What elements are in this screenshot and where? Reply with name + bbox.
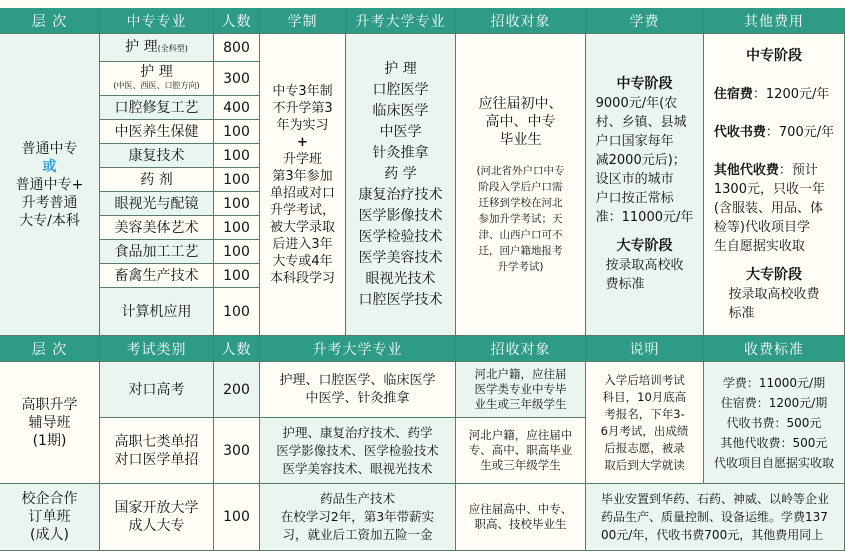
system-a: 中专3年制 不升学第3 年为实习 bbox=[272, 83, 333, 133]
order-desc-fee: 毕业安置到华药、石药、神威、以岭等企业 药品生产、质量控制、设备运维。学费137 00元/年，代收书费700元，其他费用同上 bbox=[586, 484, 845, 551]
major-count: 800 bbox=[214, 34, 260, 62]
other-line-key: 住宿费 bbox=[713, 86, 753, 102]
univ-major-item: 中医学 bbox=[379, 123, 422, 140]
major-count: 100 bbox=[214, 264, 260, 288]
major-row bbox=[100, 34, 214, 62]
univ-major-item: 药 学 bbox=[384, 165, 417, 182]
major-note: (全科型) bbox=[157, 43, 188, 53]
other-title-dazhuan: 大专阶段 bbox=[746, 266, 802, 283]
header-major: 中专专业 bbox=[100, 8, 214, 34]
target-note: (河北省外户口中专 阶段入学后户口需 迁移到学校在河北 参加升学考试；天 津、山西户口可不 迁，回户籍地报考 升学考试) bbox=[476, 164, 565, 273]
other-line-val: ：1200元/年 bbox=[752, 86, 830, 102]
header-univ-major-2: 升考大学专业 bbox=[260, 336, 456, 362]
exam-type: 对口高考 bbox=[100, 362, 214, 418]
exam-type: 高职七类单招 对口医学单招 bbox=[100, 418, 214, 484]
exam-univ-majors: 护理、口腔医学、临床医学 中医学、针灸推拿 bbox=[260, 362, 456, 418]
exam-univ-majors: 护理、康复治疗技术、药学 医学影像技术、医学检验技术 医学美容技术、眼视光技术 bbox=[260, 418, 456, 484]
top-strip bbox=[0, 0, 845, 8]
major-name: 美容美体艺术 bbox=[100, 216, 214, 240]
gaozhi-level: 高职升学 辅导班 (1期) bbox=[0, 362, 100, 484]
major-count: 100 bbox=[214, 240, 260, 264]
exam-target: 河北户籍，应往届 医学类专业中专毕 业生或三年级学生 bbox=[456, 362, 586, 418]
univ-major-item: 医学美容技术 bbox=[358, 249, 443, 266]
exam-target: 河北户籍，应往届中 专、高中、职高毕业 生或三年级学生 bbox=[456, 418, 586, 484]
univ-major-item: 医学影像技术 bbox=[358, 207, 443, 224]
major-name: 护 理 bbox=[125, 38, 158, 55]
order-univ: 药品生产技术 在校学习2年，第3年带薪实 习，就业后工资加五险一金 bbox=[260, 484, 456, 551]
univ-major-item: 医学检验技术 bbox=[358, 228, 443, 245]
header-fee-standard: 收费标准 bbox=[704, 336, 845, 362]
major-name: 眼视光与配镜 bbox=[100, 192, 214, 216]
header-level-2: 层 次 bbox=[0, 336, 100, 362]
order-count: 100 bbox=[214, 484, 260, 551]
major-count: 300 bbox=[214, 62, 260, 96]
header-count: 人数 bbox=[214, 8, 260, 34]
major-name: 中医养生保健 bbox=[100, 120, 214, 144]
header-other-fees: 其他费用 bbox=[704, 8, 845, 34]
other-line-val: ：预计 1300元，只收一年 (含服装、用品、体 检等)代收项目学 生自愿据实收取 bbox=[713, 162, 825, 254]
fee-cell bbox=[586, 34, 704, 336]
major-count: 100 bbox=[214, 192, 260, 216]
major-count: 100 bbox=[214, 168, 260, 192]
header-univ-major: 升考大学专业 bbox=[346, 8, 456, 34]
major-count: 100 bbox=[214, 216, 260, 240]
order-exam: 国家开放大学 成人大专 bbox=[100, 484, 214, 551]
major-name: 畜禽生产技术 bbox=[100, 264, 214, 288]
exam-count: 300 bbox=[214, 418, 260, 484]
major-count: 400 bbox=[214, 96, 260, 120]
major-name: 计算机应用 bbox=[100, 288, 214, 336]
exam-count: 200 bbox=[214, 362, 260, 418]
major-count: 100 bbox=[214, 288, 260, 336]
univ-major-item: 口腔医学技术 bbox=[358, 291, 443, 308]
fee-title-zhongzhuan: 中专阶段 bbox=[616, 76, 673, 92]
fee-title-dazhuan: 大专阶段 bbox=[616, 238, 673, 254]
major-name: 口腔修复工艺 bbox=[100, 96, 214, 120]
other-line-val: ：700元/年 bbox=[765, 124, 835, 140]
major-name: 康复技术 bbox=[100, 144, 214, 168]
target-main: 应往届初中、 高中、中专 毕业生 bbox=[478, 95, 563, 148]
gaozhi-fee: 学费：11000元/期 住宿费：1200元/期 代收书费：500元 其他代收费：500元 代收项目自愿据实收取 bbox=[704, 362, 845, 484]
univ-major-item: 眼视光技术 bbox=[365, 270, 436, 287]
major-note: (中医、西医、口腔方向) bbox=[113, 80, 200, 90]
univ-major-item: 临床医学 bbox=[372, 102, 429, 119]
other-fees-cell bbox=[704, 34, 845, 336]
gaozhi-desc: 入学后培训考试 科目，10月底高 考报名，下年3- 6月考试，出成绩 后报志愿，被录 取后到大学就读 bbox=[586, 362, 704, 484]
header-desc: 说明 bbox=[586, 336, 704, 362]
other-line-key: 其他代收费 bbox=[713, 162, 779, 178]
order-level: 校企合作 订单班 (成人) bbox=[0, 484, 100, 551]
header-target-2: 招收对象 bbox=[456, 336, 586, 362]
other-line-key: 代收书费 bbox=[713, 124, 766, 140]
fee-text-zhongzhuan: 9000元/年(农 村、乡镇、县城 户口国家每年 减2000元后)； 设区市的城市 户口按正常标 准：11000元/年 bbox=[595, 96, 694, 225]
univ-majors-cell bbox=[346, 34, 456, 336]
system-b: 升学班 第3年参加 单招或对口 升学考试， 被大学录取 后进入3年 大专或4年 本科段学习 bbox=[269, 151, 335, 286]
header-system: 学制 bbox=[260, 8, 346, 34]
fee-text-dazhuan: 按录取高校收 费标准 bbox=[605, 258, 684, 292]
univ-major-item: 护 理 bbox=[384, 60, 417, 77]
univ-major-item: 口腔医学 bbox=[372, 81, 429, 98]
major-name: 食品加工工艺 bbox=[100, 240, 214, 264]
major-name: 药 剂 bbox=[100, 168, 214, 192]
other-title-zhongzhuan: 中专阶段 bbox=[746, 47, 802, 64]
header-level: 层 次 bbox=[0, 8, 100, 34]
level-a: 普通中专 bbox=[21, 140, 78, 157]
header-target: 招收对象 bbox=[456, 8, 586, 34]
level-or: 或 bbox=[42, 158, 57, 175]
univ-major-item: 康复治疗技术 bbox=[358, 186, 443, 203]
system-plus: + bbox=[297, 134, 308, 150]
other-text-dazhuan: 按录取高校收费 标准 bbox=[728, 286, 820, 321]
header-exam-type: 考试类别 bbox=[100, 336, 214, 362]
target-cell bbox=[456, 34, 586, 336]
univ-major-item: 针灸推拿 bbox=[372, 144, 429, 161]
level-cell bbox=[0, 34, 100, 336]
major-count: 100 bbox=[214, 120, 260, 144]
header-count-2: 人数 bbox=[214, 336, 260, 362]
major-row bbox=[100, 62, 214, 96]
header-fee: 学费 bbox=[586, 8, 704, 34]
major-count: 100 bbox=[214, 144, 260, 168]
major-name: 护 理 bbox=[140, 63, 173, 80]
level-b: 普通中专+ 升考普通 大专/本科 bbox=[15, 176, 84, 229]
order-target: 应往届高中、中专、 职高、技校毕业生 bbox=[456, 484, 586, 551]
system-cell bbox=[260, 34, 346, 336]
